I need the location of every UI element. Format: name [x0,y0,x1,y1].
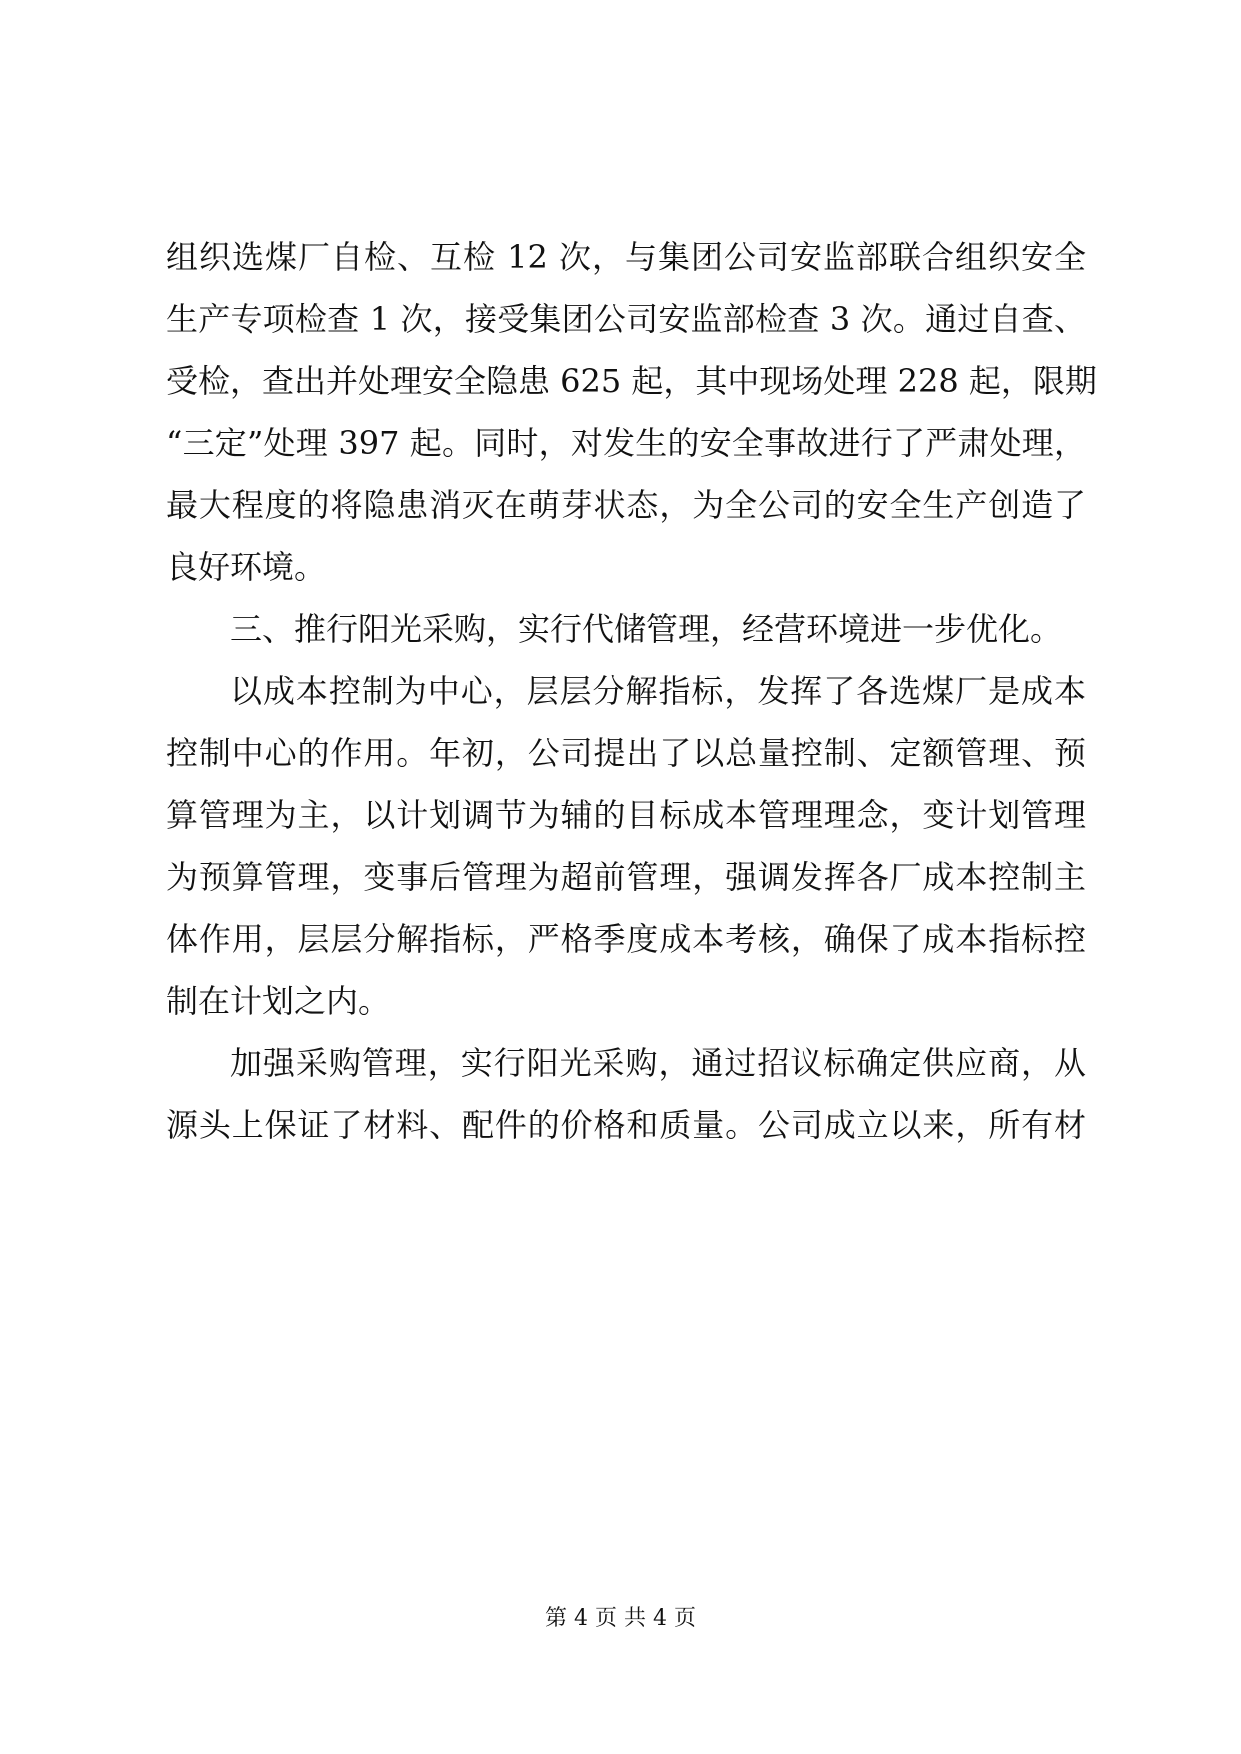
page-number-footer: 第 4 页 共 4 页 [545,1606,696,1631]
paragraph-line: 以成本控制为中心，层层分解指标，发挥了各选煤厂是成本 [230,672,1086,710]
section-heading: 三、推行阳光采购，实行代储管理，经营环境进一步优化。 [230,610,1063,648]
paragraph-line: 制在计划之内。 [166,982,391,1020]
paragraph-line: 为预算管理，变事后管理为超前管理，强调发挥各厂成本控制主 [166,858,1086,896]
document-body [166,226,1097,1156]
paragraph-line: 控制中心的作用。年初，公司提出了以总量控制、定额管理、预 [166,734,1086,772]
paragraph-line: 良好环境。 [166,548,327,586]
paragraph-line: 算管理为主，以计划调节为辅的目标成本管理理念，变计划管理 [166,796,1086,834]
paragraph-line: “三定”处理 397 起。同时，对发生的安全事故进行了严肃处理， [166,424,1086,462]
paragraph-line: 组织选煤厂自检、互检 12 次，与集团公司安监部联合组织安全 [166,238,1086,276]
paragraph-line: 生产专项检查 1 次，接受集团公司安监部检查 3 次。通过自查、 [166,300,1086,338]
paragraph-line: 加强采购管理，实行阳光采购，通过招议标确定供应商，从 [230,1044,1086,1082]
paragraph-line: 最大程度的将隐患消灭在萌芽状态，为全公司的安全生产创造了 [166,486,1086,524]
paragraph-line: 源头上保证了材料、配件的价格和质量。公司成立以来，所有材 [166,1106,1086,1144]
paragraph-line: 受检，查出并处理安全隐患 625 起，其中现场处理 228 起，限期 [166,362,1097,400]
paragraph-line: 体作用，层层分解指标，严格季度成本考核，确保了成本指标控 [166,920,1086,958]
